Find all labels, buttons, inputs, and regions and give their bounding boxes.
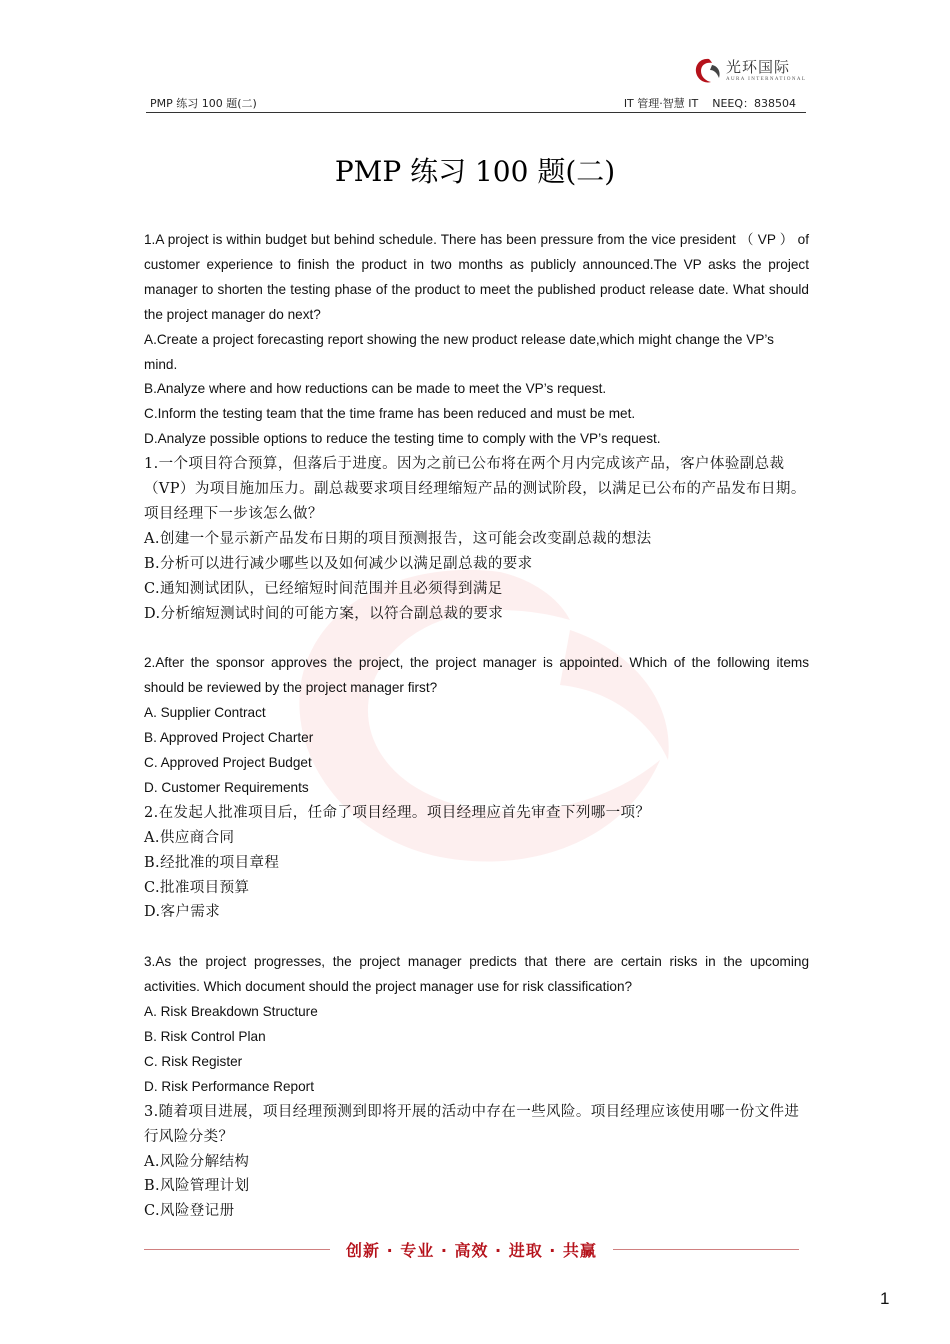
q2-cn-question: 2.在发起人批准项目后，任命了项目经理。项目经理应首先审查下列哪一项？ xyxy=(144,804,651,821)
q2-cn-option-b: B.经批准的项目章程 xyxy=(144,854,280,871)
brand-name-cn: 光环国际 xyxy=(726,58,791,76)
q1-cn-option-d: D.分析缩短测试时间的可能方案，以符合副总裁的要求 xyxy=(144,605,504,622)
q1-en-option-c: C.Inform the testing team that the time frame has been reduced and must be met. xyxy=(144,406,636,422)
q1-en-option-a: A.Create a project forecasting report showing the new product release date,which might change the VP’s mind. xyxy=(144,331,774,372)
q3-cn-question: 3.随着项目进展，项目经理预测到即将开展的活动中存在一些风险。项目经理应该使用哪一份文件进行风险分类？ xyxy=(144,1103,800,1145)
header-doc-title: PMP 练习 100 题(二) xyxy=(150,97,257,110)
brand-swirl-icon xyxy=(694,57,722,85)
q1-cn-option-c: C.通知测试团队，已经缩短时间范围并且必须得到满足 xyxy=(144,580,503,597)
q1-cn-option-b: B.分析可以进行减少哪些以及如何减少以满足副总裁的要求 xyxy=(144,555,533,572)
q2-en-option-c: C. Approved Project Budget xyxy=(144,755,312,771)
brand-name-en: AURA INTERNATIONAL xyxy=(726,77,807,82)
q1-en-option-d: D.Analyze possible options to reduce the testing time to comply with the VP’s request. xyxy=(144,431,661,447)
header-company-info: IT 管理·智慧 IT NEEQ：838504 xyxy=(623,97,796,110)
q1-en-question: 1.A project is within budget but behind schedule. There has been pressure from the vice president （ VP ） of customer experience to finish the product in two months as publicly announced.The VP asks the project manager to shorten the testing phase of the product to meet the published product release date. What should the project manager do next? xyxy=(144,232,809,322)
q2-en-option-b: B. Approved Project Charter xyxy=(144,730,314,746)
q3-cn-option-c: C.风险登记册 xyxy=(144,1203,235,1220)
q2-cn-option-d: D.客户需求 xyxy=(144,904,221,921)
page-footer xyxy=(144,1238,799,1262)
q2-cn-option-a: A.供应商合同 xyxy=(144,829,235,846)
q3-en-option-a: A. Risk Breakdown Structure xyxy=(144,1004,318,1020)
question-spacer xyxy=(144,925,809,950)
q1-en-option-b: B.Analyze where and how reductions can be made to meet the VP’s request. xyxy=(144,381,607,397)
question-spacer xyxy=(144,627,809,652)
q2-en-option-d: D. Customer Requirements xyxy=(144,779,309,795)
page-header xyxy=(146,94,806,113)
page-number: 1 xyxy=(880,1289,890,1308)
brand-logo xyxy=(694,56,806,86)
q3-en-option-c: C. Risk Register xyxy=(144,1053,243,1069)
q1-cn-question: 1.一个项目符合预算，但落后于进度。因为之前已公布将在两个月内完成该产品，客户体验副总裁（VP）为项目施加压力。副总裁要求项目经理缩短产品的测试阶段，以满足已公布的产品发布日期。项目经理下一步该怎么做？ xyxy=(144,456,806,522)
footer-slogan: 创新 · 专业 · 高效 · 进取 · 共赢 xyxy=(346,1241,597,1260)
q3-en-question: 3.As the project progresses, the project manager predicts that there are certain risks in the upcoming activities. Which document should the project manager use for risk classification? xyxy=(144,954,809,995)
page-title: PMP 练习 100 题(二) xyxy=(334,155,616,188)
footer-divider-right xyxy=(613,1249,799,1250)
q2-en-option-a: A. Supplier Contract xyxy=(144,705,266,721)
q2-en-question: 2.After the sponsor approves the project, the project manager is appointed. Which of the following items should be reviewed by the project manager first? xyxy=(144,655,809,696)
question-list xyxy=(144,228,809,1224)
q2-cn-option-c: C.批准项目预算 xyxy=(144,879,250,896)
q1-cn-option-a: A.创建一个显示新产品发布日期的项目预测报告，这可能会改变副总裁的想法 xyxy=(144,530,652,547)
q3-cn-option-a: A.风险分解结构 xyxy=(144,1153,250,1170)
q3-en-option-d: D. Risk Performance Report xyxy=(144,1078,314,1094)
q3-en-option-b: B. Risk Control Plan xyxy=(144,1028,266,1044)
q3-cn-option-b: B.风险管理计划 xyxy=(144,1178,250,1195)
